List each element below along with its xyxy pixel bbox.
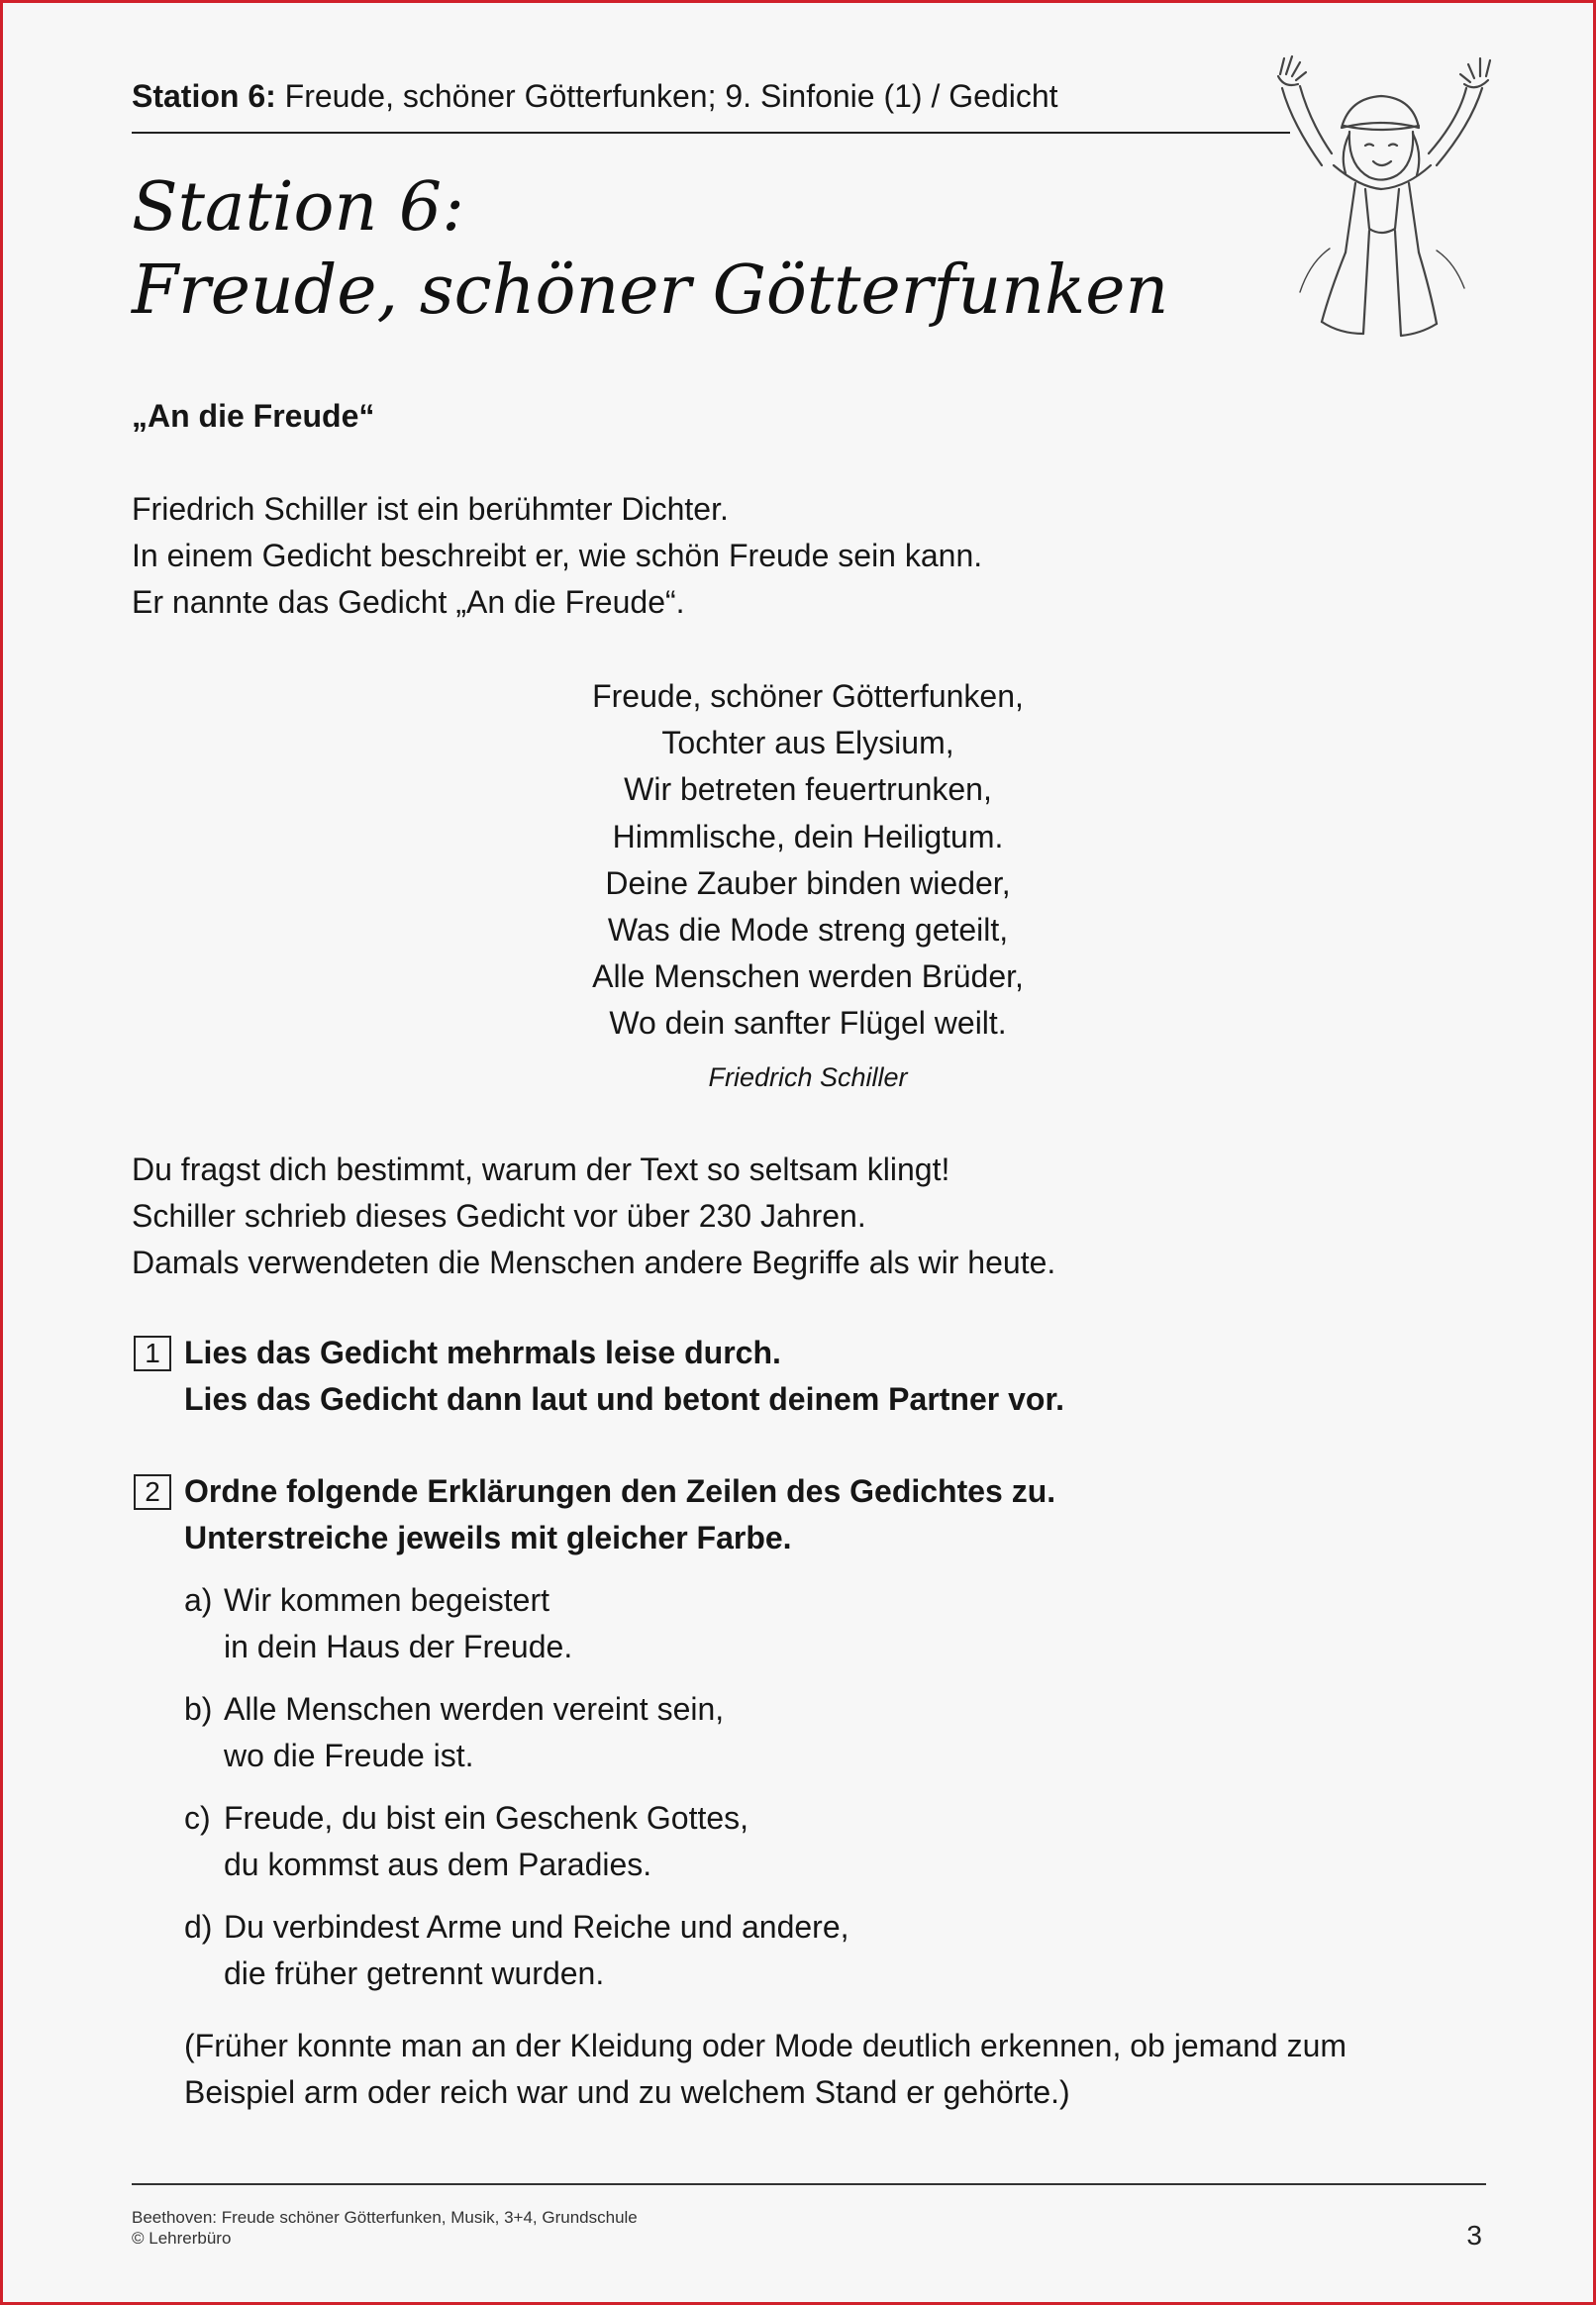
task-instruction-line: Lies das Gedicht dann laut und betont deinem Partner vor. [184,1381,1065,1417]
task-number-box: 1 [134,1336,171,1371]
page-title [132,166,1168,333]
page-number: 3 [1466,2220,1482,2251]
poem-line: Alle Menschen werden Brüder, [592,958,1024,995]
task-number-box: 2 [134,1474,171,1510]
list-item [184,1577,849,1670]
intro-line: Er nannte das Gedicht „An die Freude“. [132,584,685,620]
list-item [184,1904,849,1997]
header-divider [132,132,1290,134]
poem-line: Was die Mode streng geteilt, [607,912,1009,949]
list-item [184,1795,849,1888]
footer-copyright: © Lehrerbüro [132,2229,232,2248]
task-instruction-line: Lies das Gedicht mehrmals leise durch. [184,1335,781,1370]
item-letter: c) [184,1800,211,1836]
task-1 [132,1330,1064,1423]
poem-text [511,673,1105,1048]
poem-line: Himmlische, dein Heiligtum. [612,818,1004,854]
explanation-line: Schiller schrieb dieses Gedicht vor über 230 Jahren. [132,1198,866,1234]
note-line: (Früher konnte man an der Kleidung oder Mode deutlich erkennen, ob jemand zum [184,2028,1347,2063]
item-letter: a) [184,1582,213,1618]
item-letter: d) [184,1909,213,1945]
intro-line: In einem Gedicht beschreibt er, wie schön Freude sein kann. [132,538,983,573]
explanation-line: Damals verwendeten die Menschen andere Begriffe als wir heute. [132,1245,1056,1280]
task-instruction-line: Ordne folgende Erklärungen den Zeilen des Gedichtes zu. [184,1473,1056,1509]
cheering-girl-illustration-icon [1270,54,1508,342]
poem-author: Friedrich Schiller [708,1062,908,1092]
item-letter: b) [184,1691,213,1727]
poem-line: Freude, schöner Götterfunken, [592,678,1024,714]
list-item [184,1686,849,1779]
header-topic: Freude, schöner Götterfunken; 9. Sinfonie (1) / Gedicht [284,78,1058,114]
note-line: Beispiel arm oder reich war und zu welchem Stand er gehörte.) [184,2074,1070,2110]
item-line: wo die Freude ist. [224,1738,474,1773]
intro-paragraph [132,486,982,626]
explanation-line: Du fragst dich bestimmt, warum der Text so seltsam klingt! [132,1152,950,1187]
footer-divider [132,2183,1486,2185]
historical-note [184,2023,1347,2116]
task-instruction-line: Unterstreiche jeweils mit gleicher Farbe. [184,1520,792,1555]
item-line: Du verbindest Arme und Reiche und andere, [224,1909,849,1945]
item-line: in dein Haus der Freude. [224,1629,573,1664]
explanation-list [184,1577,849,2013]
item-line: Freude, du bist ein Geschenk Gottes, [224,1800,749,1836]
item-line: Wir kommen begeistert [224,1582,549,1618]
explanation-paragraph [132,1147,1055,1286]
item-line: die früher getrennt wurden. [224,1955,605,1991]
footer-source: Beethoven: Freude schöner Götterfunken, Musik, 3+4, Grundschule [132,2208,638,2227]
page-footer [132,2207,638,2249]
poem-line: Wo dein sanfter Flügel weilt. [609,1005,1007,1042]
title-line-1: Station 6: [132,168,465,247]
item-line: Alle Menschen werden vereint sein, [224,1691,725,1727]
intro-line: Friedrich Schiller ist ein berühmter Dichter. [132,491,729,527]
poem-line: Wir betreten feuertrunken, [624,771,992,808]
poem-heading: „An die Freude“ [132,398,375,434]
header-station-label: Station 6: [132,78,276,114]
page-header [132,74,1290,118]
poem-line: Deine Zauber binden wieder, [605,864,1011,901]
title-line-2: Freude, schöner Götterfunken [132,251,1169,330]
poem-line: Tochter aus Elysium, [661,725,954,761]
task-2 [132,1468,1055,1561]
item-line: du kommst aus dem Paradies. [224,1847,652,1882]
